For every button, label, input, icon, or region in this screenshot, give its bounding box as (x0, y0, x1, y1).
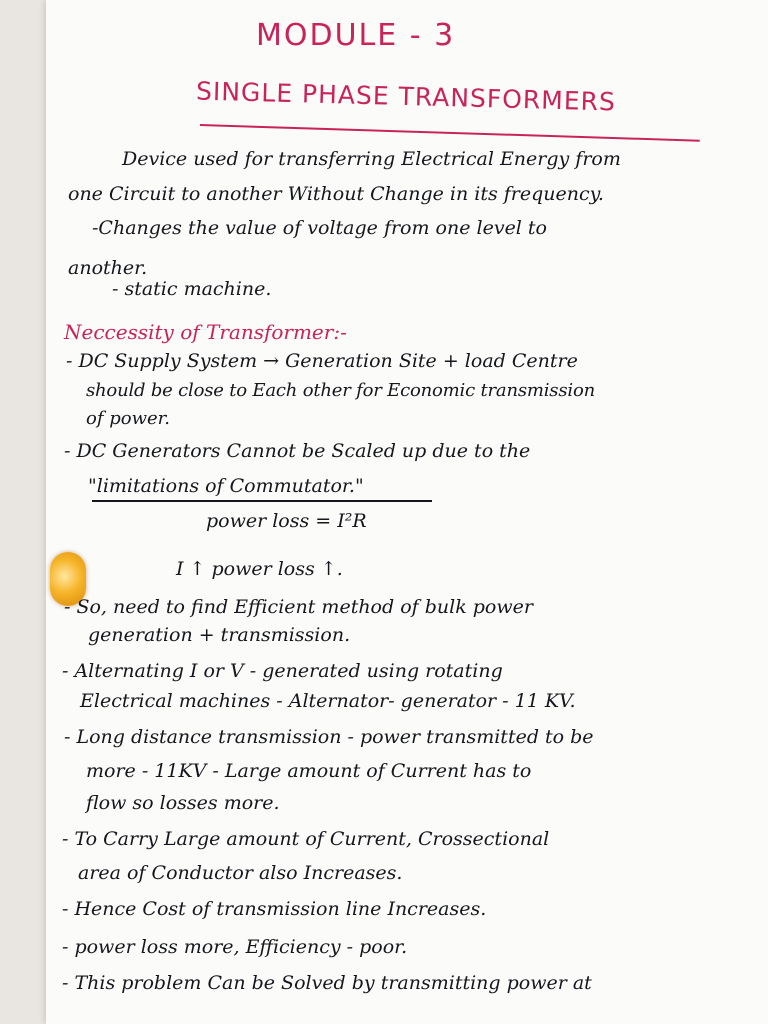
necessity-line-13: - To Carry Large amount of Current, Crossectional (62, 828, 550, 850)
necessity-line-4: - DC Generators Cannot be Scaled up due to the (64, 440, 531, 462)
intro-line-1: Device used for transferring Electrical Energy from (122, 148, 621, 170)
formula-power-loss: power loss = I²R (206, 510, 367, 532)
intro-line-2: one Circuit to another Without Change in its frequency. (68, 183, 604, 205)
necessity-line-17: - This problem Can be Solved by transmitting power at (62, 972, 592, 994)
module-title: MODULE - 3 (256, 18, 456, 53)
necessity-line-10: - Long distance transmission - power transmitted to be (64, 726, 594, 748)
necessity-line-11: more - 11KV - Large amount of Current has to (86, 760, 532, 782)
necessity-line-14: area of Conductor also Increases. (78, 862, 403, 884)
intro-line-3: -Changes the value of voltage from one level to (92, 217, 547, 239)
necessity-line-15: - Hence Cost of transmission line Increases. (62, 898, 487, 920)
necessity-line-7: generation + transmission. (88, 624, 351, 646)
necessity-line-6: - So, need to find Efficient method of bulk power (64, 596, 533, 618)
intro-line-5: - static machine. (112, 278, 272, 300)
commutator-underline (92, 500, 432, 502)
necessity-line-2: should be close to Each other for Economic transmission (86, 380, 595, 401)
necessity-line-8: - Alternating I or V - generated using rotating (62, 660, 503, 682)
formula-current-increase: I ↑ power loss ↑. (176, 558, 343, 580)
necessity-line-12: flow so losses more. (86, 792, 280, 814)
necessity-line-16: - power loss more, Efficiency - poor. (62, 936, 408, 958)
necessity-line-1: - DC Supply System → Generation Site + load Centre (66, 350, 578, 372)
necessity-line-3: of power. (86, 408, 170, 429)
necessity-line-5: "limitations of Commutator." (88, 475, 364, 497)
necessity-line-9: Electrical machines - Alternator- generator - 11 KV. (80, 690, 576, 712)
chapter-title: SINGLE PHASE TRANSFORMERS (195, 76, 617, 117)
intro-line-4: another. (68, 257, 148, 279)
necessity-heading: Neccessity of Transformer:- (64, 320, 347, 344)
